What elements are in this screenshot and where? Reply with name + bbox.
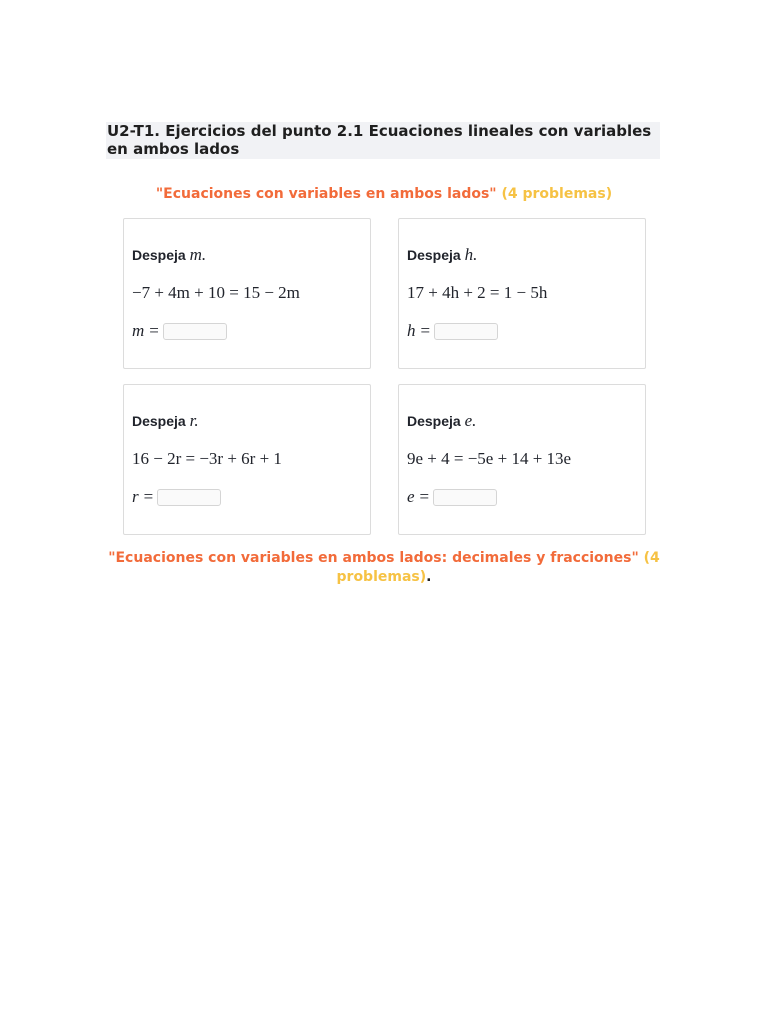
problem-1-prompt: Despeja m. <box>132 245 207 264</box>
section-1-count: (4 problemas) <box>501 186 613 202</box>
section-2-count: (4 problemas) <box>336 550 660 585</box>
document-title-box <box>106 122 660 159</box>
section-heading-1 <box>106 185 662 204</box>
problem-1-prompt-variable: m <box>189 245 202 264</box>
problem-4-equation: 9e + 4 = −5e + 14 + 13e <box>407 449 572 468</box>
problem-2-prompt-variable: h <box>464 245 474 264</box>
problem-2-prompt-label: Despeja <box>407 247 461 263</box>
problem-1-equation: −7 + 4m + 10 = 15 − 2m <box>132 283 300 302</box>
problem-1-answer-row: m = <box>132 321 227 341</box>
problem-1-answer-variable: m <box>132 321 145 340</box>
problem-4-prompt: Despeja e. <box>407 411 477 430</box>
problem-4-answer-input[interactable] <box>433 489 497 506</box>
problem-3-equation: 16 − 2r = −3r + 6r + 1 <box>132 449 282 468</box>
problem-2-answer-row: h = <box>407 321 498 341</box>
problem-card-1 <box>123 218 371 369</box>
section-1-name[interactable]: "Ecuaciones con variables en ambos lados" <box>155 186 497 202</box>
problem-2-answer-input[interactable] <box>434 323 498 340</box>
problem-card-4 <box>398 384 646 535</box>
problem-4-answer-row: e = <box>407 487 497 507</box>
section-2-name[interactable]: "Ecuaciones con variables en ambos lados: decimales y fracciones" <box>108 550 639 566</box>
problem-card-2 <box>398 218 646 369</box>
section-2-trailing: . <box>426 569 432 585</box>
problem-4-answer-variable: e <box>407 487 415 506</box>
problem-3-prompt-label: Despeja <box>132 413 186 429</box>
problem-3-answer-input[interactable] <box>157 489 221 506</box>
problem-4-prompt-variable: e <box>464 411 473 430</box>
problem-2-answer-variable: h <box>407 321 416 340</box>
problem-card-3 <box>123 384 371 535</box>
document-title: U2-T1. Ejercicios del punto 2.1 Ecuaciones lineales con variables en ambos lados <box>107 122 652 158</box>
problem-1-answer-input[interactable] <box>163 323 227 340</box>
problem-3-prompt: Despeja r. <box>132 411 199 430</box>
problem-1-prompt-label: Despeja <box>132 247 186 263</box>
problem-3-prompt-variable: r <box>189 411 195 430</box>
problem-3-answer-variable: r <box>132 487 139 506</box>
problem-2-equation: 17 + 4h + 2 = 1 − 5h <box>407 283 548 302</box>
problem-4-prompt-label: Despeja <box>407 413 461 429</box>
section-heading-2 <box>106 549 662 587</box>
problem-2-prompt: Despeja h. <box>407 245 478 264</box>
problem-3-answer-row: r = <box>132 487 221 507</box>
